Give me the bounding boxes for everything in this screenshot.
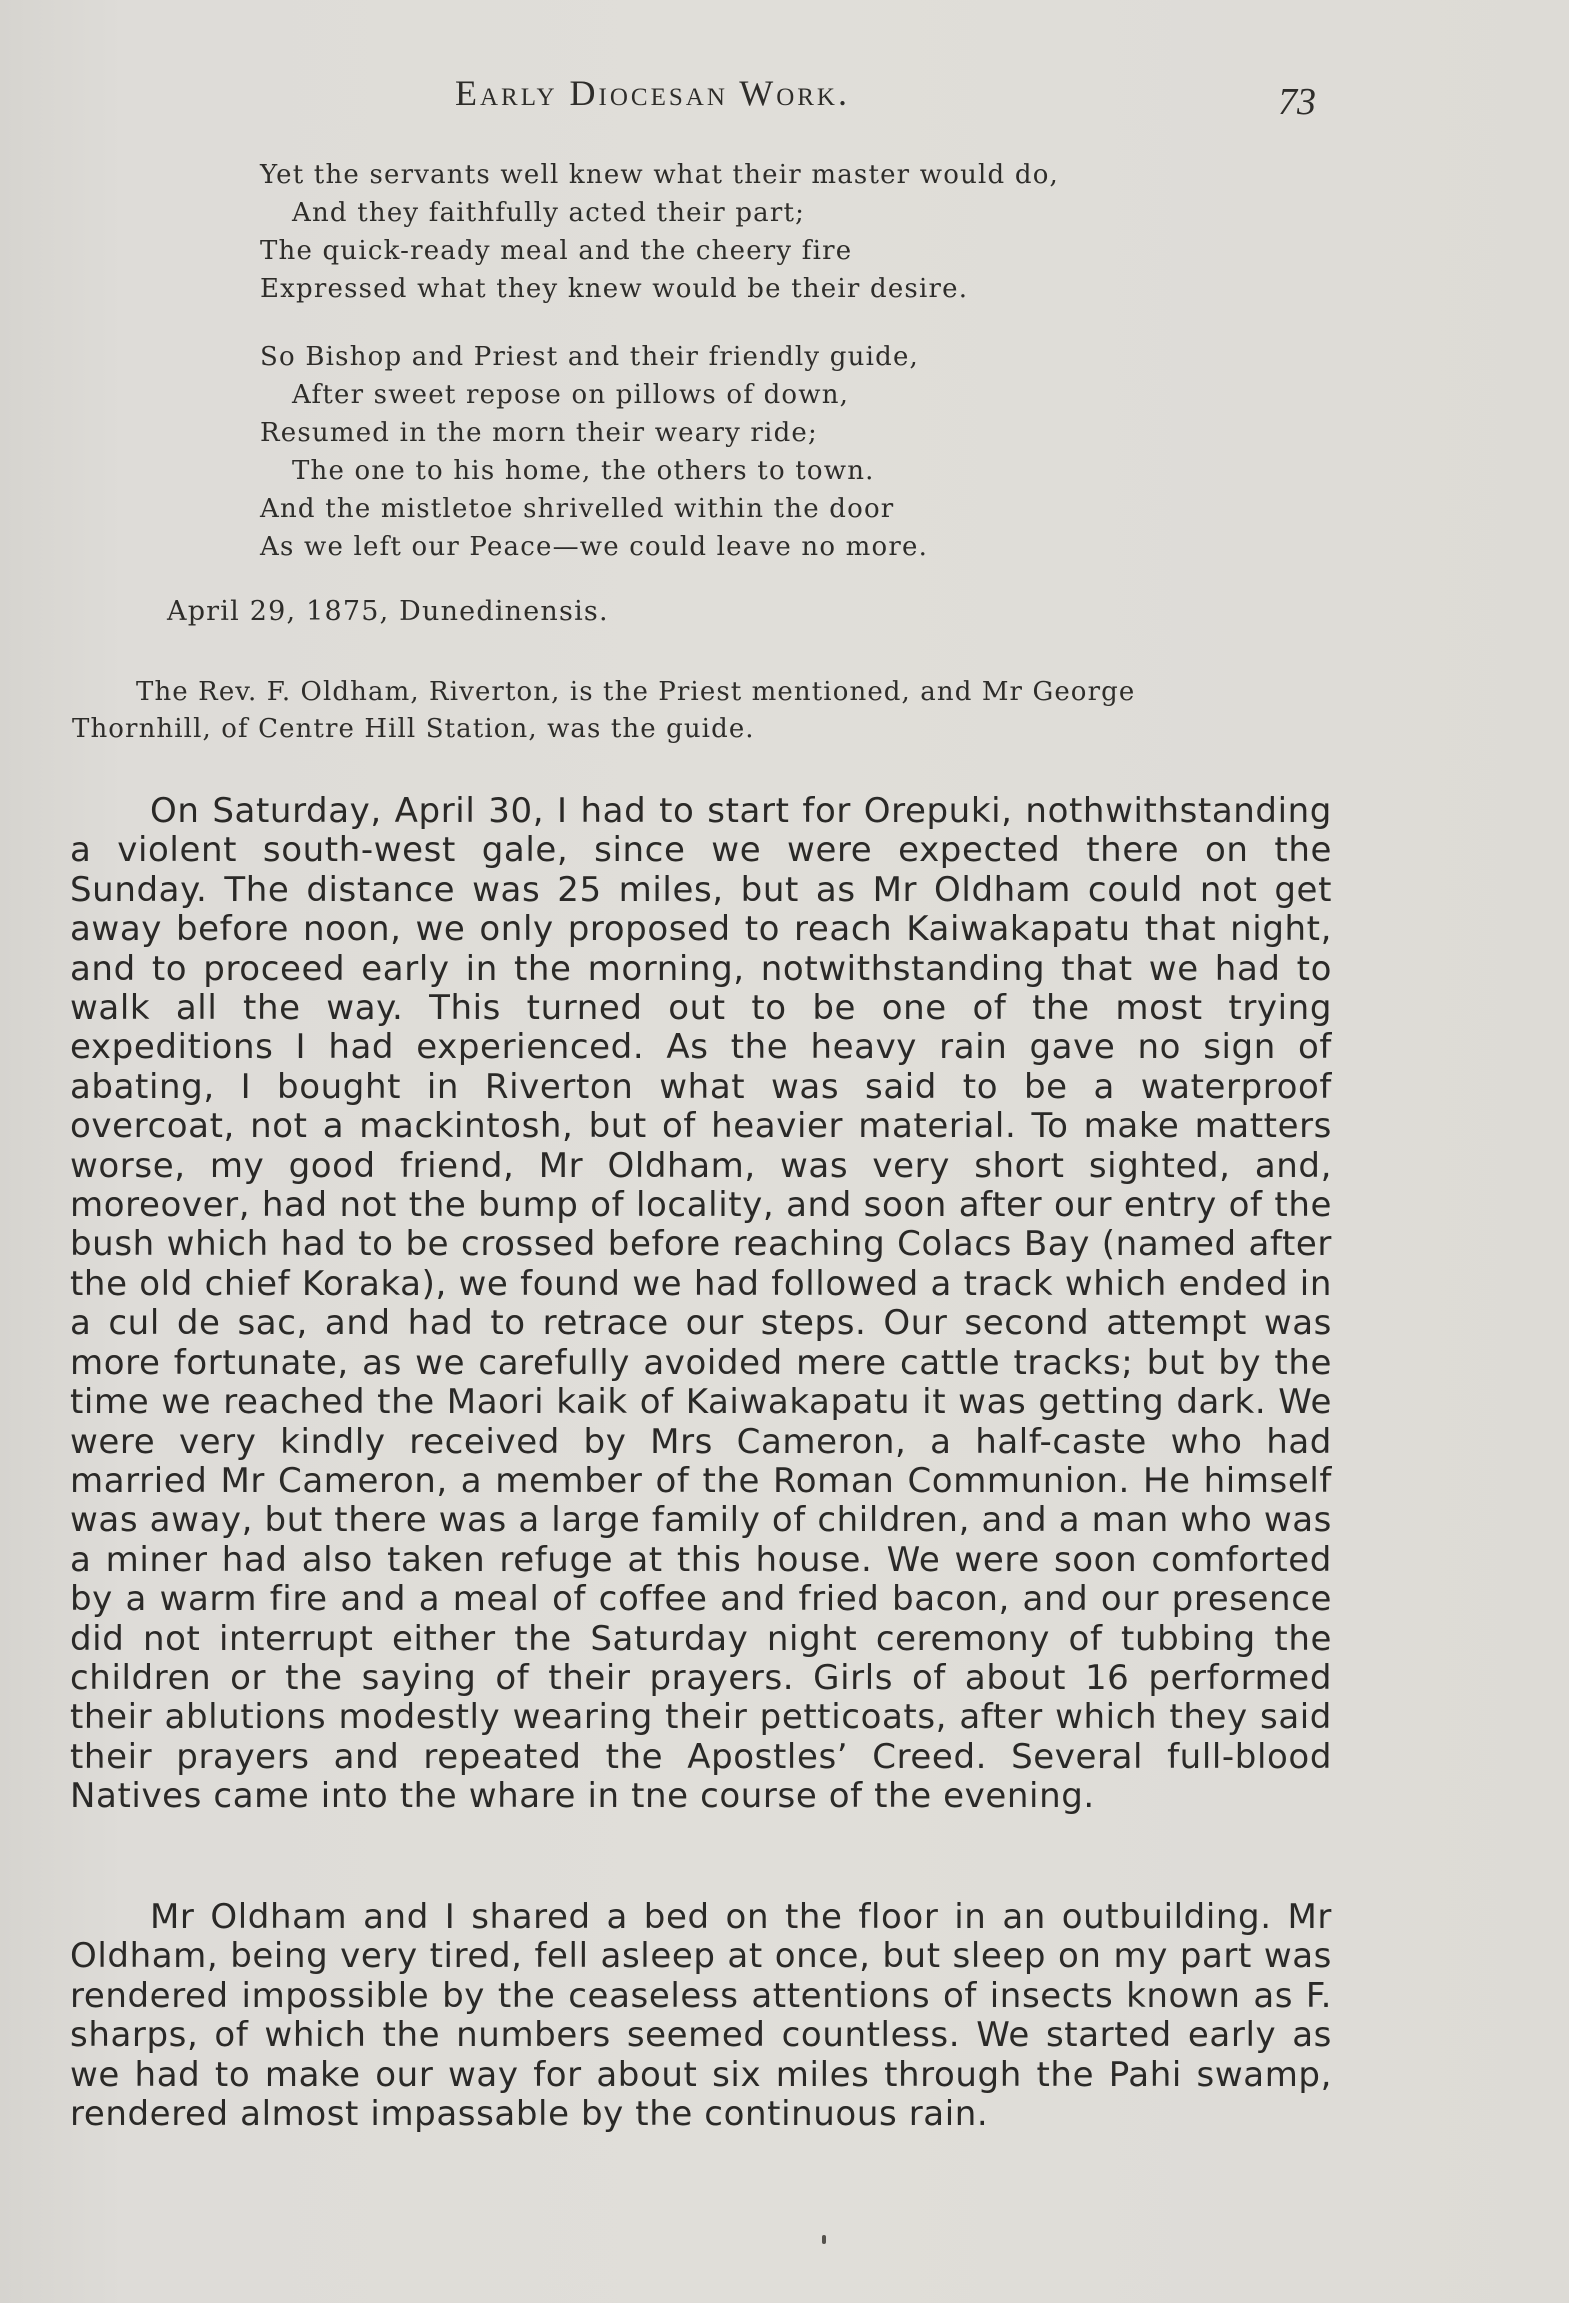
poem-line: The one to his home, the others to town. [292, 456, 875, 486]
poem-line: Expressed what they knew would be their desire. [260, 274, 969, 304]
poem-stanza-2 [260, 338, 928, 566]
poem-line: And the mistletoe shrivelled within the door [260, 494, 895, 524]
poem-stanza-1 [260, 156, 1059, 308]
poem-line: Resumed in the morn their weary ride; [260, 418, 818, 448]
poem-line: So Bishop and Priest and their friendly guide, [260, 342, 919, 372]
running-title: Early Diocesan Work. [455, 73, 850, 113]
page-number: 73 [1278, 81, 1316, 123]
note-line: The Rev. F. Oldham, Riverton, is the Priest mentioned, and Mr George [136, 677, 1136, 707]
paper-speck [822, 2235, 826, 2244]
poem-line: And they faithfully acted their part; [292, 198, 806, 228]
editorial-note [72, 674, 1338, 748]
body-paragraph: On Saturday, April 30, I had to start for Orepuki, nothwithstanding a violent south-west gale, since we were expected there on the Sunday. The distance was 25 miles, but as Mr Oldham could not get away before noon, we only proposed to reach Kaiwakapatu that night, and to proceed early in the morning, notwithstanding that we had to walk all the way. This turned out to be one of the most trying expeditions I had experienced. As the heavy rain gave no sign of abating, I bought in Riverton what was said to be a waterproof overcoat, not a mackintosh, but of heavier material. To make matters worse, my good friend, Mr Oldham, was very short sighted, and, moreover, had not the bump of locality, and soon after our entry of the bush which had to be crossed before reaching Colacs Bay (named after the old chief Koraka), we found we had followed a track which ended in a cul de sac, and had to retrace our steps. Our second attempt was more fortunate, as we carefully avoided mere cattle tracks; but by the time we reached the Maori kaik of Kaiwakapatu it was getting dark. We were very kindly received by Mrs Cameron, a half-caste who had married Mr Cameron, a member of the Roman Communion. He himself was away, but there was a large family of children, and a man who was a miner had also taken refuge at this house. We were soon comforted by a warm fire and a meal of coffee and fried bacon, and our presence did not interrupt either the Saturday night ceremony of tubbing the children or the saying of their prayers. Girls of about 16 performed their ablutions modestly wearing their petticoats, after which they said their prayers and repeated the Apostles’ Creed. Several full-blood Natives came into the whare in tne course of the evening. [70, 791, 1332, 1817]
poem-dateline: April 29, 1875, Dunedinensis. [167, 596, 609, 627]
poem-line: As we left our Peace—we could leave no more. [260, 532, 929, 562]
note-line: Thornhill, of Centre Hill Station, was the guide. [72, 714, 755, 744]
poem-line: Yet the servants well knew what their master would do, [260, 160, 1060, 190]
body-paragraph: Mr Oldham and I shared a bed on the floor in an outbuilding. Mr Oldham, being very tired, fell asleep at once, but sleep on my part was rendered impossible by the ceaseless attentions of insects known as F. sharps, of which the numbers seemed countless. We started early as we had to make our way for about six miles through the Pahi swamp, rendered almost impassable by the continuous rain. [70, 1897, 1332, 2135]
poem-line: The quick-ready meal and the cheery fire [260, 236, 853, 266]
poem-line: After sweet repose on pillows of down, [292, 380, 850, 410]
